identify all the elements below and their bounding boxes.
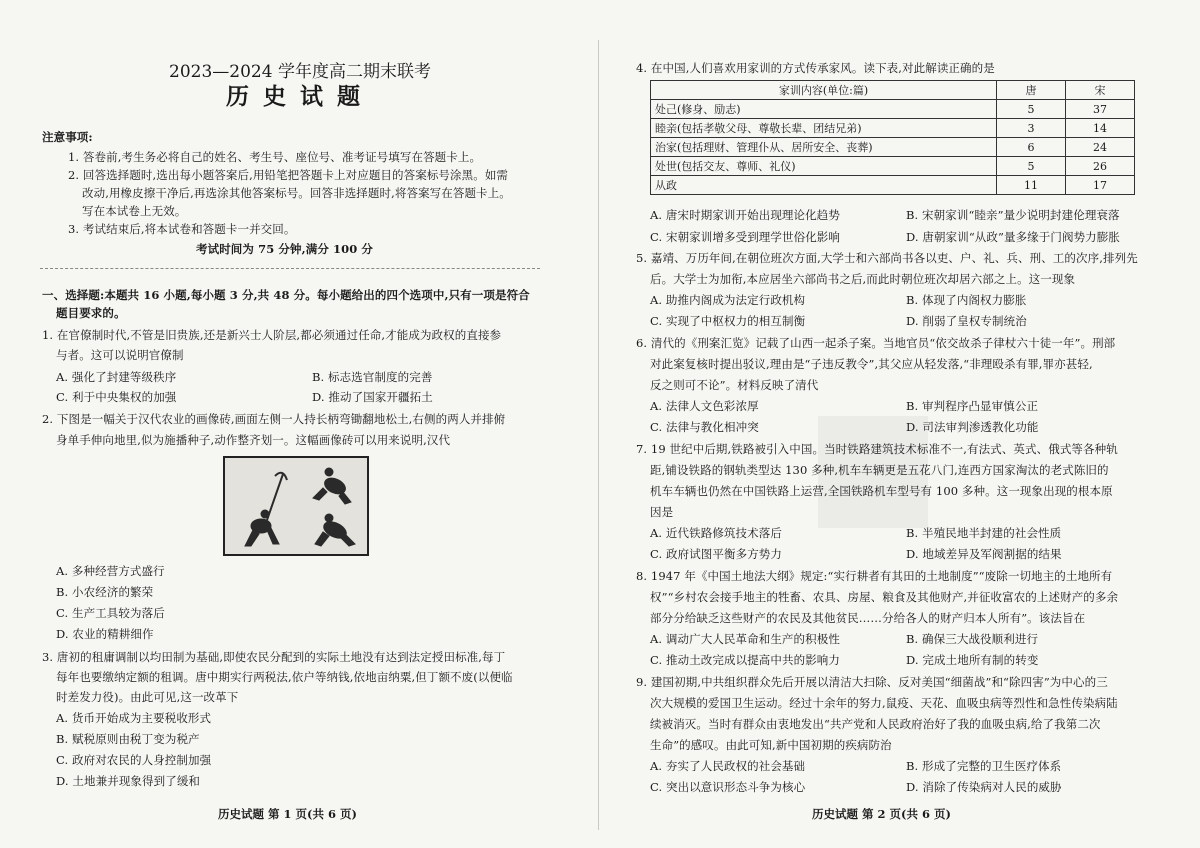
table-cell: 处世(包括交友、尊师、礼仪)	[651, 157, 997, 176]
notice-line: 3. 考试结束后,将本试卷和答题卡一并交回。	[68, 222, 296, 236]
question-3-stem: 每年也要缴纳定额的租调。唐中期实行两税法,依户等纳钱,依地亩纳粟,但丁额不废(以便临	[56, 670, 513, 684]
question-3-stem: 时差发力役)。由此可见,这一改革下	[56, 690, 239, 704]
table-row	[651, 157, 1135, 176]
question-8-stem: 部分分给缺乏这些财产的农民及其他贫民……分给各人的财产归本人所有”。该法旨在	[650, 611, 1086, 625]
table-cell: 治家(包括理财、管理仆从、居所安全、丧葬)	[651, 138, 997, 157]
question-5-stem: 5. 嘉靖、万历年间,在朝位班次方面,大学士和六部尚书各以吏、户、礼、兵、刑、工的次序,排列先	[636, 251, 1138, 265]
q2-option-a: A. 多种经营方式盛行	[56, 564, 165, 578]
exam-title-year: 2023—2024 学年度高二期末联考	[169, 62, 431, 82]
table-cell: 26	[1066, 157, 1135, 176]
table-cell: 睦亲(包括孝敬父母、尊敬长辈、团结兄弟)	[651, 119, 997, 138]
table-cell: 3	[997, 119, 1066, 138]
table-row	[651, 138, 1135, 157]
q6-option-b: B. 审判程序凸显审慎公正	[906, 399, 1039, 413]
family-instruction-table	[650, 80, 1135, 195]
question-2-stem: 2. 下图是一幅关于汉代农业的画像砖,画面左侧一人持长柄弯锄翻地松土,右侧的两人并排俯	[42, 412, 506, 426]
section-title: 一、选择题:本题共 16 小题,每小题 3 分,共 48 分。每小题给出的四个选项中,只有一项是符合	[42, 288, 530, 302]
q7-option-c: C. 政府试图平衡多方势力	[650, 547, 782, 561]
q9-option-a: A. 夯实了人民政权的社会基础	[650, 759, 806, 773]
question-4-stem: 4. 在中国,人们喜欢用家训的方式传承家风。读下表,对此解读正确的是	[636, 61, 995, 75]
page-footer: 历史试题 第 1 页(共 6 页)	[218, 807, 357, 821]
q1-option-a: A. 强化了封建等级秩序	[56, 370, 177, 384]
question-6-stem: 6. 清代的《刑案汇览》记载了山西一起杀子案。当地官员“依交故杀子律杖六十徒一年”。刑部	[636, 336, 1116, 350]
table-row	[651, 119, 1135, 138]
notice-line: 2. 回答选择题时,选出每小题答案后,用铅笔把答题卡上对应题目的答案标号涂黑。如需	[68, 168, 509, 182]
table-cell: 24	[1066, 138, 1135, 157]
notice-line: 1. 答卷前,考生务必将自己的姓名、考生号、座位号、准考证号填写在答题卡上。	[68, 150, 482, 164]
notice-line: 写在本试卷上无效。	[82, 204, 187, 218]
han-farming-brick-relief-image	[223, 456, 369, 556]
q8-option-d: D. 完成土地所有制的转变	[906, 653, 1039, 667]
q4-option-b: B. 宋朝家训“睦亲”量少说明封建伦理衰落	[906, 208, 1120, 222]
notice-heading: 注意事项:	[42, 130, 93, 144]
q2-option-c: C. 生产工具较为落后	[56, 606, 165, 620]
table-header-cell: 唐	[997, 81, 1066, 100]
table-cell: 5	[997, 157, 1066, 176]
question-8-stem: 8. 1947 年《中国土地法大纲》规定:“实行耕者有其田的土地制度”“废除一切地主的土地所有	[636, 569, 1113, 583]
q2-option-d: D. 农业的精耕细作	[56, 627, 154, 641]
exam-title-subject: 历史试题	[226, 83, 374, 110]
table-cell: 6	[997, 138, 1066, 157]
q1-option-c: C. 利于中央集权的加强	[56, 390, 177, 404]
q9-option-b: B. 形成了完整的卫生医疗体系	[906, 759, 1062, 773]
question-9-stem: 生命”的感叹。由此可知,新中国初期的疾病防治	[650, 738, 892, 752]
q6-option-a: A. 法律人文色彩浓厚	[650, 399, 759, 413]
question-7-stem: 距,铺设铁路的钢轨类型达 130 多种,机车车辆更是五花八门,连西方国家淘汰的老式陈旧的	[650, 463, 1109, 477]
page-footer: 历史试题 第 2 页(共 6 页)	[812, 807, 951, 821]
q5-option-b: B. 体现了内阁权力膨胀	[906, 293, 1027, 307]
q8-option-b: B. 确保三大战役顺利进行	[906, 632, 1039, 646]
section-title: 题目要求的。	[56, 306, 126, 320]
question-7-stem: 7. 19 世纪中后期,铁路被引入中国。当时铁路建筑技术标准不一,有法式、英式、俄式等各种轨	[636, 442, 1118, 456]
question-7-stem: 机车车辆也仍然在中国铁路上运营,全国铁路机车型号有 100 多种。这一现象出现的根本原	[650, 484, 1113, 498]
table-header-cell: 家训内容(单位:篇)	[651, 81, 997, 100]
q1-option-d: D. 推动了国家开疆拓土	[312, 390, 433, 404]
q8-option-a: A. 调动广大人民革命和生产的积极性	[650, 632, 840, 646]
q5-option-a: A. 助推内阁成为法定行政机构	[650, 293, 806, 307]
question-9-stem: 次大规模的爱国卫生运动。经过十余年的努力,鼠疫、天花、血吸虫病等烈性和急性传染病陆	[650, 696, 1118, 710]
table-cell: 从政	[651, 176, 997, 195]
table-cell: 17	[1066, 176, 1135, 195]
question-8-stem: 权”“乡村农会接手地主的牲畜、农具、房屋、粮食及其他财产,并征收富农的上述财产的多余	[650, 590, 1119, 604]
question-7-stem: 因是	[650, 505, 674, 519]
question-1-stem: 与者。这可以说明官僚制	[56, 348, 184, 362]
table-cell: 处己(修身、励志)	[651, 100, 997, 119]
q2-option-b: B. 小农经济的繁荣	[56, 585, 154, 599]
q3-option-d: D. 土地兼并现象得到了缓和	[56, 774, 201, 788]
q8-option-c: C. 推动土改完成以提高中共的影响力	[650, 653, 840, 667]
q6-option-c: C. 法律与教化相冲突	[650, 420, 759, 434]
question-3-stem: 3. 唐初的租庸调制以均田制为基础,即使农民分配到的实际土地没有达到法定授田标准,每丁	[42, 650, 506, 664]
question-9-stem: 续被消灭。当时有群众由衷地发出“共产党和人民政府治好了我的血吸虫病,给了我第二次	[650, 717, 1101, 731]
question-6-stem: 反之则可不论”。材料反映了清代	[650, 378, 819, 392]
q3-option-a: A. 货币开始成为主要税收形式	[56, 711, 212, 725]
exam-time-note: 考试时间为 75 分钟,满分 100 分	[196, 242, 374, 256]
q9-option-d: D. 消除了传染病对人民的威胁	[906, 780, 1062, 794]
q4-option-c: C. 宋朝家训增多受到理学世俗化影响	[650, 230, 840, 244]
q4-option-d: D. 唐朝家训“从政”量多缘于门阀势力膨胀	[906, 230, 1120, 244]
question-6-stem: 对此案复核时提出驳议,理由是“子违反教令”,其父应从轻发落,“非理殴杀有罪,罪亦甚轻,	[650, 357, 1093, 371]
q9-option-c: C. 突出以意识形态斗争为核心	[650, 780, 806, 794]
page-divider	[598, 40, 599, 830]
section-divider	[40, 268, 540, 269]
exam-page-1	[0, 0, 596, 848]
table-header-cell: 宋	[1066, 81, 1135, 100]
q3-option-c: C. 政府对农民的人身控制加强	[56, 753, 212, 767]
table-header-row	[651, 81, 1135, 100]
q4-option-a: A. 唐宋时期家训开始出现理论化趋势	[650, 208, 840, 222]
q5-option-d: D. 削弱了皇权专制统治	[906, 314, 1027, 328]
q3-option-b: B. 赋税原则由税丁变为税产	[56, 732, 200, 746]
table-cell: 5	[997, 100, 1066, 119]
question-5-stem: 后。大学士为加衔,本应居坐六部尚书之后,而此时朝位班次却居六部之上。这一现象	[650, 272, 1076, 286]
question-2-stem: 身单手伸向地里,似为施播种子,动作整齐划一。这幅画像砖可以用来说明,汉代	[56, 433, 451, 447]
table-row	[651, 176, 1135, 195]
q1-option-b: B. 标志选官制度的完善	[312, 370, 433, 384]
q7-option-b: B. 半殖民地半封建的社会性质	[906, 526, 1062, 540]
table-cell: 37	[1066, 100, 1135, 119]
q7-option-d: D. 地域差异及军阀割据的结果	[906, 547, 1062, 561]
question-9-stem: 9. 建国初期,中共组织群众先后开展以清洁大扫除、反对美国“细菌战”和“除四害”为中心的三	[636, 675, 1108, 689]
notice-line: 改动,用橡皮擦干净后,再选涂其他答案标号。回答非选择题时,将答案写在答题卡上。	[82, 186, 511, 200]
q5-option-c: C. 实现了中枢权力的相互制衡	[650, 314, 806, 328]
table-cell: 11	[997, 176, 1066, 195]
question-1-stem: 1. 在官僚制时代,不管是旧贵族,还是新兴士人阶层,都必须通过任命,才能成为政权的直接参	[42, 328, 502, 342]
q7-option-a: A. 近代铁路修筑技术落后	[650, 526, 782, 540]
q6-option-d: D. 司法审判渗透教化功能	[906, 420, 1039, 434]
table-row	[651, 100, 1135, 119]
table-cell: 14	[1066, 119, 1135, 138]
